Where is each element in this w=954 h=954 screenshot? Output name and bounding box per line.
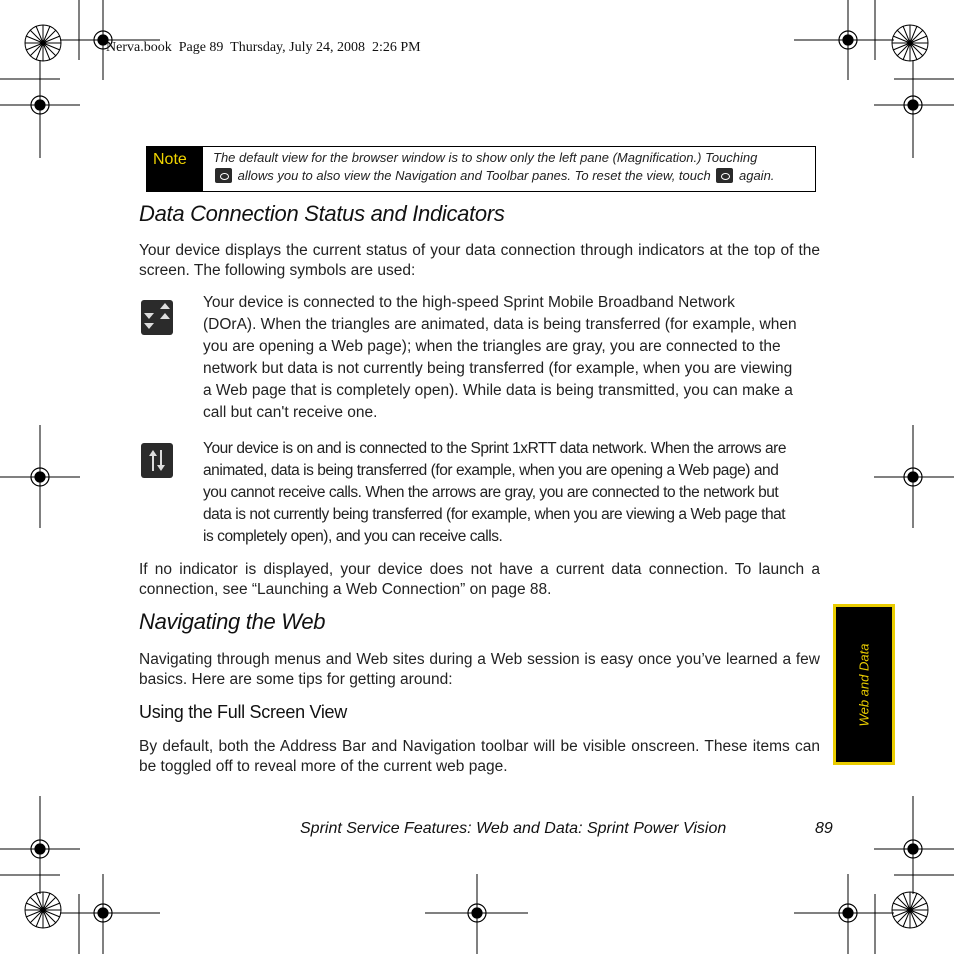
dora-line: a Web page that is completely open). While data is being transmitted, you can make a	[203, 382, 793, 399]
note-text-part3: again.	[738, 168, 775, 183]
data-status-outro: If no indicator is displayed, your device does not have a current data connection. To launch a connection, see “Launching a Web Connection” on page 88.	[139, 561, 820, 598]
navigating-intro: Navigating through menus and Web sites during a Web session is easy once you’ve learned a few basics. Here are some tips for getting around:	[139, 651, 820, 688]
section-title-data-status: Data Connection Status and Indicators	[139, 201, 505, 226]
dora-line: Your device is connected to the high-speed Sprint Mobile Broadband Network	[203, 294, 735, 311]
note-text-part1: The default view for the browser window is to show only the left pane (Magnification.) Touching	[213, 150, 758, 165]
data-status-intro: Your device displays the current status of your data connection through indicators at the top of the screen. The following symbols are used:	[139, 242, 820, 279]
1xrtt-line: Your device is on and is connected to the Sprint 1xRTT data network. When the arrows are	[203, 440, 787, 457]
view-toggle-icon	[215, 168, 232, 183]
view-toggle-icon	[716, 168, 733, 183]
note-text	[203, 147, 815, 191]
dora-line: (DOrA). When the triangles are animated, data is being transferred (for example, when	[203, 316, 797, 333]
dora-triangles-icon	[141, 300, 173, 335]
footer-title: Sprint Service Features: Web and Data: Sprint Power Vision	[300, 820, 727, 837]
note-text-part2: allows you to also view the Navigation and Toolbar panes. To reset the view, touch	[237, 168, 711, 183]
1xrtt-line: is completely open), and you can receive calls.	[203, 528, 503, 545]
print-stamp: Nerva.book Page 89 Thursday, July 24, 2008 2:26 PM	[106, 40, 421, 55]
1xrtt-line: you cannot receive calls. When the arrows are gray, you are connected to the network but	[203, 484, 779, 501]
side-tab-label: Web and Data	[856, 643, 872, 726]
full-screen-text: By default, both the Address Bar and Navigation toolbar will be visible onscreen. These items can be toggled off to reveal more of the current web page.	[139, 738, 820, 775]
1xrtt-arrows-icon	[141, 443, 173, 478]
dora-line: call but can't receive one.	[203, 404, 378, 421]
subsection-title-full-screen: Using the Full Screen View	[139, 702, 347, 722]
dora-line: network but data is not currently being transferred (for example, when you are viewing	[203, 360, 793, 377]
section-title-navigating: Navigating the Web	[139, 609, 326, 634]
side-tab	[833, 604, 895, 765]
1xrtt-description	[203, 438, 823, 548]
note-box	[146, 146, 816, 192]
note-label: Note	[147, 147, 203, 191]
1xrtt-line: animated, data is being transferred (for example, when you are opening a Web page) and	[203, 462, 779, 479]
1xrtt-line: data is not currently being transferred (for example, when you are viewing a Web page that	[203, 506, 786, 523]
dora-line: you are opening a Web page); when the triangles are gray, you are connected to the	[203, 338, 781, 355]
page-number: 89	[815, 820, 833, 837]
dora-description	[203, 292, 823, 424]
